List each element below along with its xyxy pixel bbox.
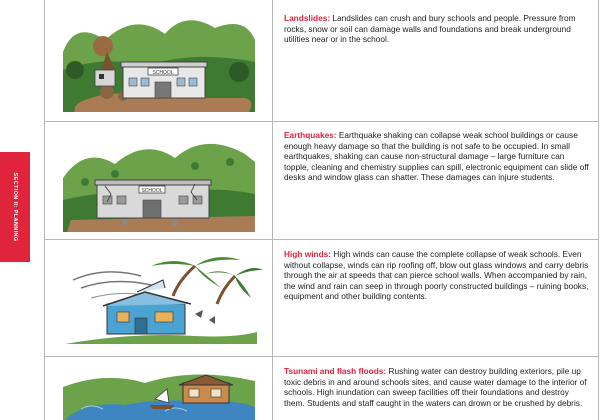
hazard-text: Rushing water can destroy building exteriors, pile up toxic debris in and around schools sites, and cause water damage to the interior of schools. High inundation can sweep facilities off their foundations and destroy them. Students and staff caught in the waters can drown or be crushed by debris.: [284, 366, 587, 408]
flood-illustration: [45, 357, 273, 420]
hazard-description: [284, 366, 590, 408]
hazard-title: Tsunami and flash floods:: [284, 366, 387, 376]
hazard-title: Landslides:: [284, 13, 331, 23]
section-tab: [0, 152, 30, 262]
hazard-table: [44, 0, 599, 420]
school-sign-text: SCHOOL: [141, 188, 163, 194]
hazard-text: Landslides can crush and bury schools and people. Pressure from rocks, snow or soil can damage walls and foundations and break underground utilities near or in the school.: [284, 13, 576, 45]
hazard-row-earthquakes: [45, 122, 598, 240]
landslide-illustration: [45, 0, 273, 121]
hazard-description: [284, 130, 590, 183]
school-sign-text: SCHOOL: [152, 70, 174, 76]
hazard-title: High winds:: [284, 249, 332, 259]
hazard-description: [284, 13, 590, 45]
hazard-row-floods: [45, 357, 598, 420]
hazard-row-high-winds: [45, 240, 598, 357]
hazard-row-landslides: [45, 0, 598, 122]
earthquake-illustration: [45, 122, 273, 239]
hazard-description: [284, 249, 590, 302]
high-wind-illustration: [45, 240, 273, 356]
hazard-text: Earthquake shaking can collapse weak school buildings or cause enough heavy damage so that the building is not safe to be occupied. In small earthquakes, shaking can cause non-structural damage – large furniture can topple, cleaning and chemistry supplies can spill, electronic equipment can slide off desks and window glass can shatter. These damages can injure students.: [284, 130, 589, 183]
section-tab-label: SECTION II: PLANNING: [12, 172, 18, 242]
hazard-title: Earthquakes:: [284, 130, 337, 140]
hazard-text: High winds can cause the complete collapse of weak schools. Even without collapse, winds can rip roofing off, blow out glass windows and carry debris through the air at speeds that can pierce school walls. When accompanied by rain, the wind and rain can seep in through poorly constructed buildings – ruining books, equipment and other building contents.: [284, 249, 589, 302]
